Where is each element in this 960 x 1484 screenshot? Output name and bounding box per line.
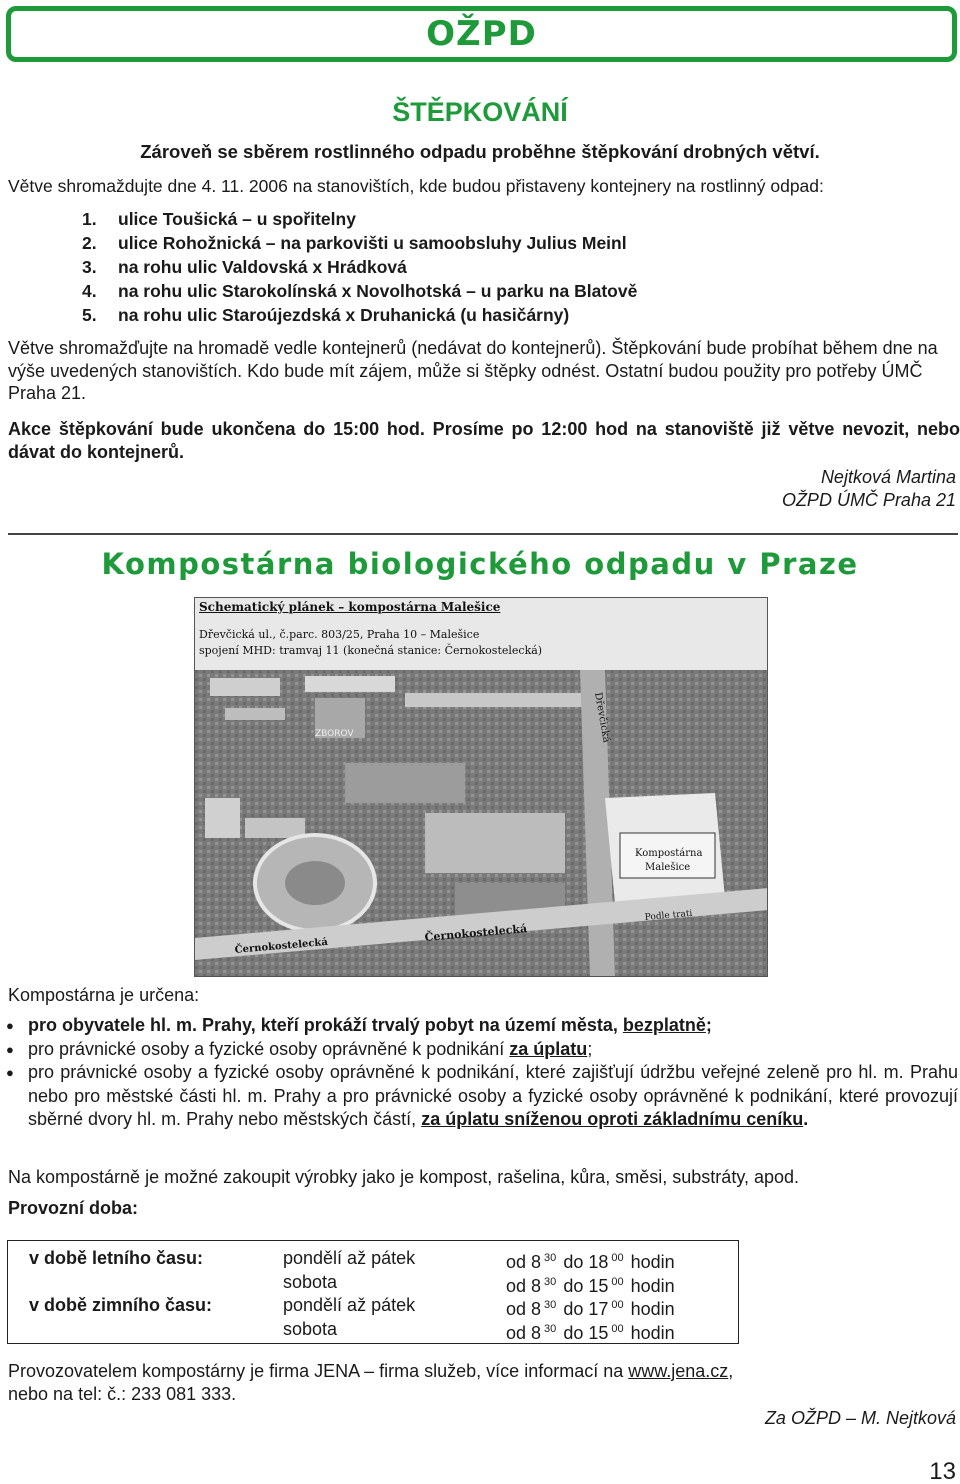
hours-days-column (283, 1247, 415, 1341)
list-number: 5. (82, 305, 97, 325)
map-label-street1: Dřevčická (592, 691, 612, 744)
section-title-stepkovani: ŠTĚPKOVÁNÍ (392, 97, 568, 127)
signature-bottom: Za OŽPD – M. Nejtková (764, 1408, 956, 1428)
hours-days: sobota (283, 1318, 338, 1339)
map-label-street3b: Černokostelecká (234, 936, 329, 956)
hours-time: od 8 $^{30}$ do 15 $^{00}$ hodin (506, 1275, 675, 1296)
intro-bold: Zároveň se sběrem rostlinného odpadu proběhne štěpkování drobných větví. (140, 141, 820, 162)
header-banner (6, 6, 957, 62)
hours-time-column (506, 1247, 675, 1341)
map-address: Dřevčická ul., č.parc. 803/25, Praha 10 – Malešice (199, 627, 480, 641)
bullet-tail: ; (587, 1038, 593, 1059)
hours-time: od 8 $^{30}$ do 17 $^{00}$ hodin (506, 1299, 675, 1319)
hours-time: od 8 $^{30}$ do 18 $^{00}$ hodin (506, 1252, 675, 1272)
map-label-street3: Černokostelecká (424, 922, 528, 944)
summer-label: v době letního času: (29, 1248, 204, 1268)
hours-days: sobota (283, 1271, 338, 1292)
operator-line: Provozovatelem kompostárny je firma JENA – firma služeb, více informací na www.jena.cz, (8, 1361, 734, 1381)
list-item (82, 232, 637, 256)
section-title-kompostarna: Kompostárna biologického odpadu v Praze (101, 547, 859, 581)
list-number: 2. (82, 233, 97, 253)
list-item (8, 1038, 958, 1062)
operator-info (8, 1360, 733, 1406)
map-image (194, 597, 768, 977)
bullet-emphasis: bezplatně (622, 1015, 706, 1035)
locations-list (82, 208, 637, 328)
map-legend (195, 598, 767, 670)
bullet-text: pro obyvatele hl. m. Prahy, kteří prokáží trvalý pobyt na území města, (28, 1015, 618, 1035)
hours-time: od 8 $^{30}$ do 15 $^{00}$ hodin (506, 1322, 675, 1343)
intended-for-list (8, 1014, 958, 1132)
header-title: OŽPD (426, 13, 537, 54)
intended-for-label: Kompostárna je určena: (8, 985, 200, 1005)
list-item (8, 1061, 958, 1132)
hours-title: Provozní doba: (8, 1198, 138, 1218)
divider (8, 533, 958, 535)
hours-table (7, 1240, 739, 1344)
map-transport: spojení MHD: tramvaj 11 (konečná stanice: Černokostelecká) (199, 643, 543, 657)
paragraph-deadline: Akce štěpkování bude ukončena do 15:00 hod. Prosíme po 12:00 hod na stanoviště již větve nevozit, nebo dávat do kontejnerů. (8, 419, 960, 462)
list-number: 4. (82, 281, 97, 301)
bullet-emphasis: za úplatu (509, 1038, 588, 1059)
list-number: 1. (82, 209, 97, 229)
hours-days: pondělí až pátek (283, 1248, 416, 1268)
bullet-text: pro právnické osoby a fyzické osoby oprávněné k podnikání, které zajišťují údržbu veřejné zeleně pro hl. m. Prahu nebo pro městské části hl. m. Prahy a pro právnické osoby a fyzické osoby oprávněné k podnikání, které provozují sběrné dvory hl. m. Prahy nebo městských částí, (28, 1062, 958, 1129)
list-text: na rohu ulic Staroújezdská x Druhanická (u hasičárny) (118, 305, 570, 325)
list-text: ulice Rohožnická – na parkovišti u samoobsluhy Julius Meinl (118, 233, 627, 253)
paragraph-instructions: Větve shromažďujte na hromadě vedle kontejnerů (nedávat do kontejnerů). Štěpkování bude probíhat během dne na výše uvedených stanovištích. Kdo bude mít zájem, může si štěpky odnést. Ostatní budou použity pro potřeby ÚMČ Praha 21. (8, 338, 938, 403)
products-text: Na kompostárně je možné zakoupit výrobky jako je kompost, rašelina, kůra, směsi, substráty, apod. (8, 1167, 800, 1187)
list-item (82, 304, 637, 328)
list-text: na rohu ulic Valdovská x Hrádková (118, 257, 407, 277)
bullet-emphasis: za úplatu sníženou oproti základnímu ceníku (421, 1109, 804, 1129)
list-item (82, 208, 637, 232)
bullet-tail: ; (705, 1015, 712, 1035)
page-number: 13 (929, 1458, 956, 1484)
signature-block (782, 466, 956, 512)
list-text: ulice Toušická – u spořitelny (118, 209, 356, 229)
list-item (82, 280, 637, 304)
bullet-text: pro právnické osoby a fyzické osoby oprávněné k podnikání (28, 1038, 505, 1059)
hours-season-column (29, 1247, 212, 1318)
operator-link[interactable]: www.jena.cz (628, 1361, 729, 1381)
operator-phone: nebo na tel: č.: 233 081 333. (8, 1384, 237, 1404)
hours-days: pondělí až pátek (283, 1295, 416, 1315)
signature-org: OŽPD ÚMČ Praha 21 (781, 490, 956, 510)
operator-text: Provozovatelem kompostárny je firma JENA – firma služeb, více informací na (8, 1361, 624, 1381)
map-label-street2: ZBOROV (315, 729, 354, 739)
signature-name: Nejtková Martina (820, 467, 956, 487)
list-text: na rohu ulic Starokolínská x Novolhotská – u parku na Blatově (118, 281, 638, 301)
intro-text: Větve shromaždujte dne 4. 11. 2006 na stanovištích, kde budou přistaveny kontejnery na rostlinný odpad: (8, 176, 824, 196)
bullet-tail: . (803, 1109, 809, 1129)
map-heading: Schematický plánek – kompostárna Malešice (199, 600, 501, 614)
map-label-rail: Podle trati (644, 908, 693, 923)
list-item (82, 256, 637, 280)
map-label-compost2: Malešice (645, 862, 691, 873)
map-label-compost1: Kompostárna (635, 848, 703, 859)
list-number: 3. (82, 257, 97, 277)
list-item (8, 1014, 958, 1038)
winter-label: v době zimního času: (29, 1295, 213, 1315)
